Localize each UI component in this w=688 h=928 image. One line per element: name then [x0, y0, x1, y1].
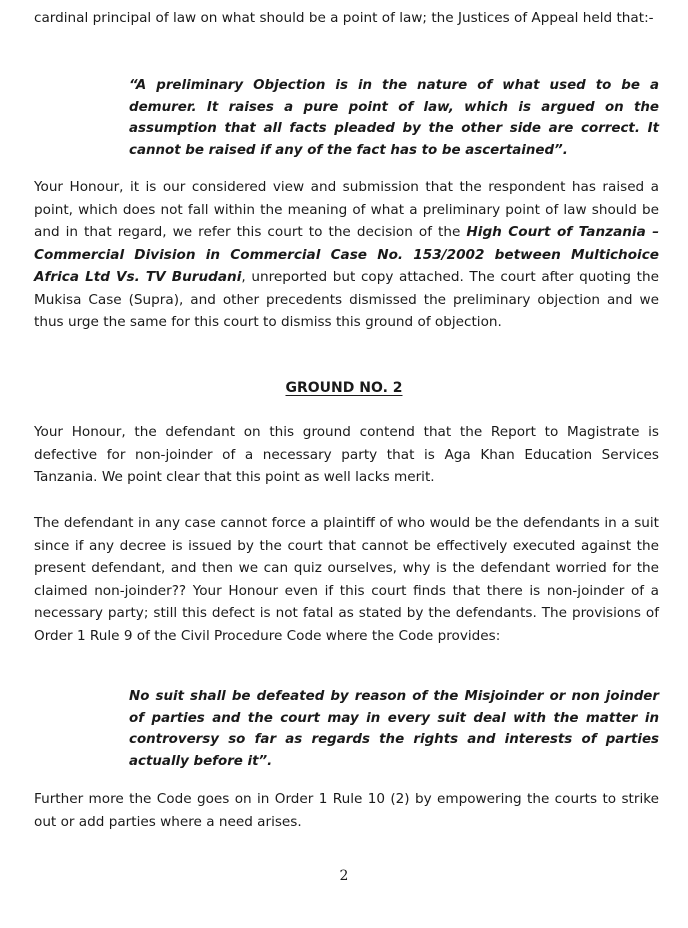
paragraph-defendant-argument: The defendant in any case cannot force a plaintiff of who would be the defendants in a suit since if any decree is issued by the court that cannot be effectively executed against the present defendant, and then we can quiz ourselves, why is the defendant worried for the claimed non-joinder?? Your Honour even if this court finds that there is non-joinder of a necessary party; still this defect is not fatal as stated by the defendants. The provisions of Order 1 Rule 9 of the Civil Procedure Code where the Code provides:: [34, 515, 659, 644]
block-quote-civil-procedure: No suit shall be defeated by reason of the Misjoinder or non joinder of parties and the court may in every suit deal with the matter in controversy so far as regards the rights and interests of parties actually before it”.: [129, 689, 659, 769]
paragraph-submission-text-after: , unreported but copy attached. The court after quoting the Mukisa Case (Supra), and other precedents dismissed the preliminary objection and we thus urge the same for this court to dismiss this ground of objection.: [34, 269, 659, 330]
section-heading-text: GROUND NO. 2: [285, 380, 403, 396]
paragraph-non-joinder: Your Honour, the defendant on this ground contend that the Report to Magistrate is defective for non-joinder of a necessary party that is Aga Khan Education Services Tanzania. We point clear that this point as well lacks merit.: [34, 424, 659, 485]
paragraph-order-rule: Further more the Code goes on in Order 1 Rule 10 (2) by empowering the courts to strike out or add parties where a need arises.: [34, 791, 659, 830]
block-quote-preliminary-objection: “A preliminary Objection is in the nature of what used to be a demurer. It raises a pure point of law, which is argued on the assumption that all facts pleaded by the other side are correct. It cannot be raised if any of the fact has to be ascertained”.: [129, 78, 659, 158]
paragraph-submission: [34, 176, 659, 334]
paragraph-continuation: cardinal principal of law on what should be a point of law; the Justices of Appeal held that:-: [34, 10, 654, 26]
paragraph-submission-text-before: Your Honour, it is our considered view and submission that the respondent has raised a point, which does not fall within the meaning of what a preliminary point of law should be and in that regard, we refer this court to the decision of the: [34, 179, 659, 240]
case-citation: High Court of Tanzania – Commercial Division in Commercial Case No. 153/2002 between Multichoice Africa Ltd Vs. TV Burudani: [34, 224, 660, 285]
page-number: 2: [339, 868, 349, 884]
section-heading: [0, 380, 688, 396]
